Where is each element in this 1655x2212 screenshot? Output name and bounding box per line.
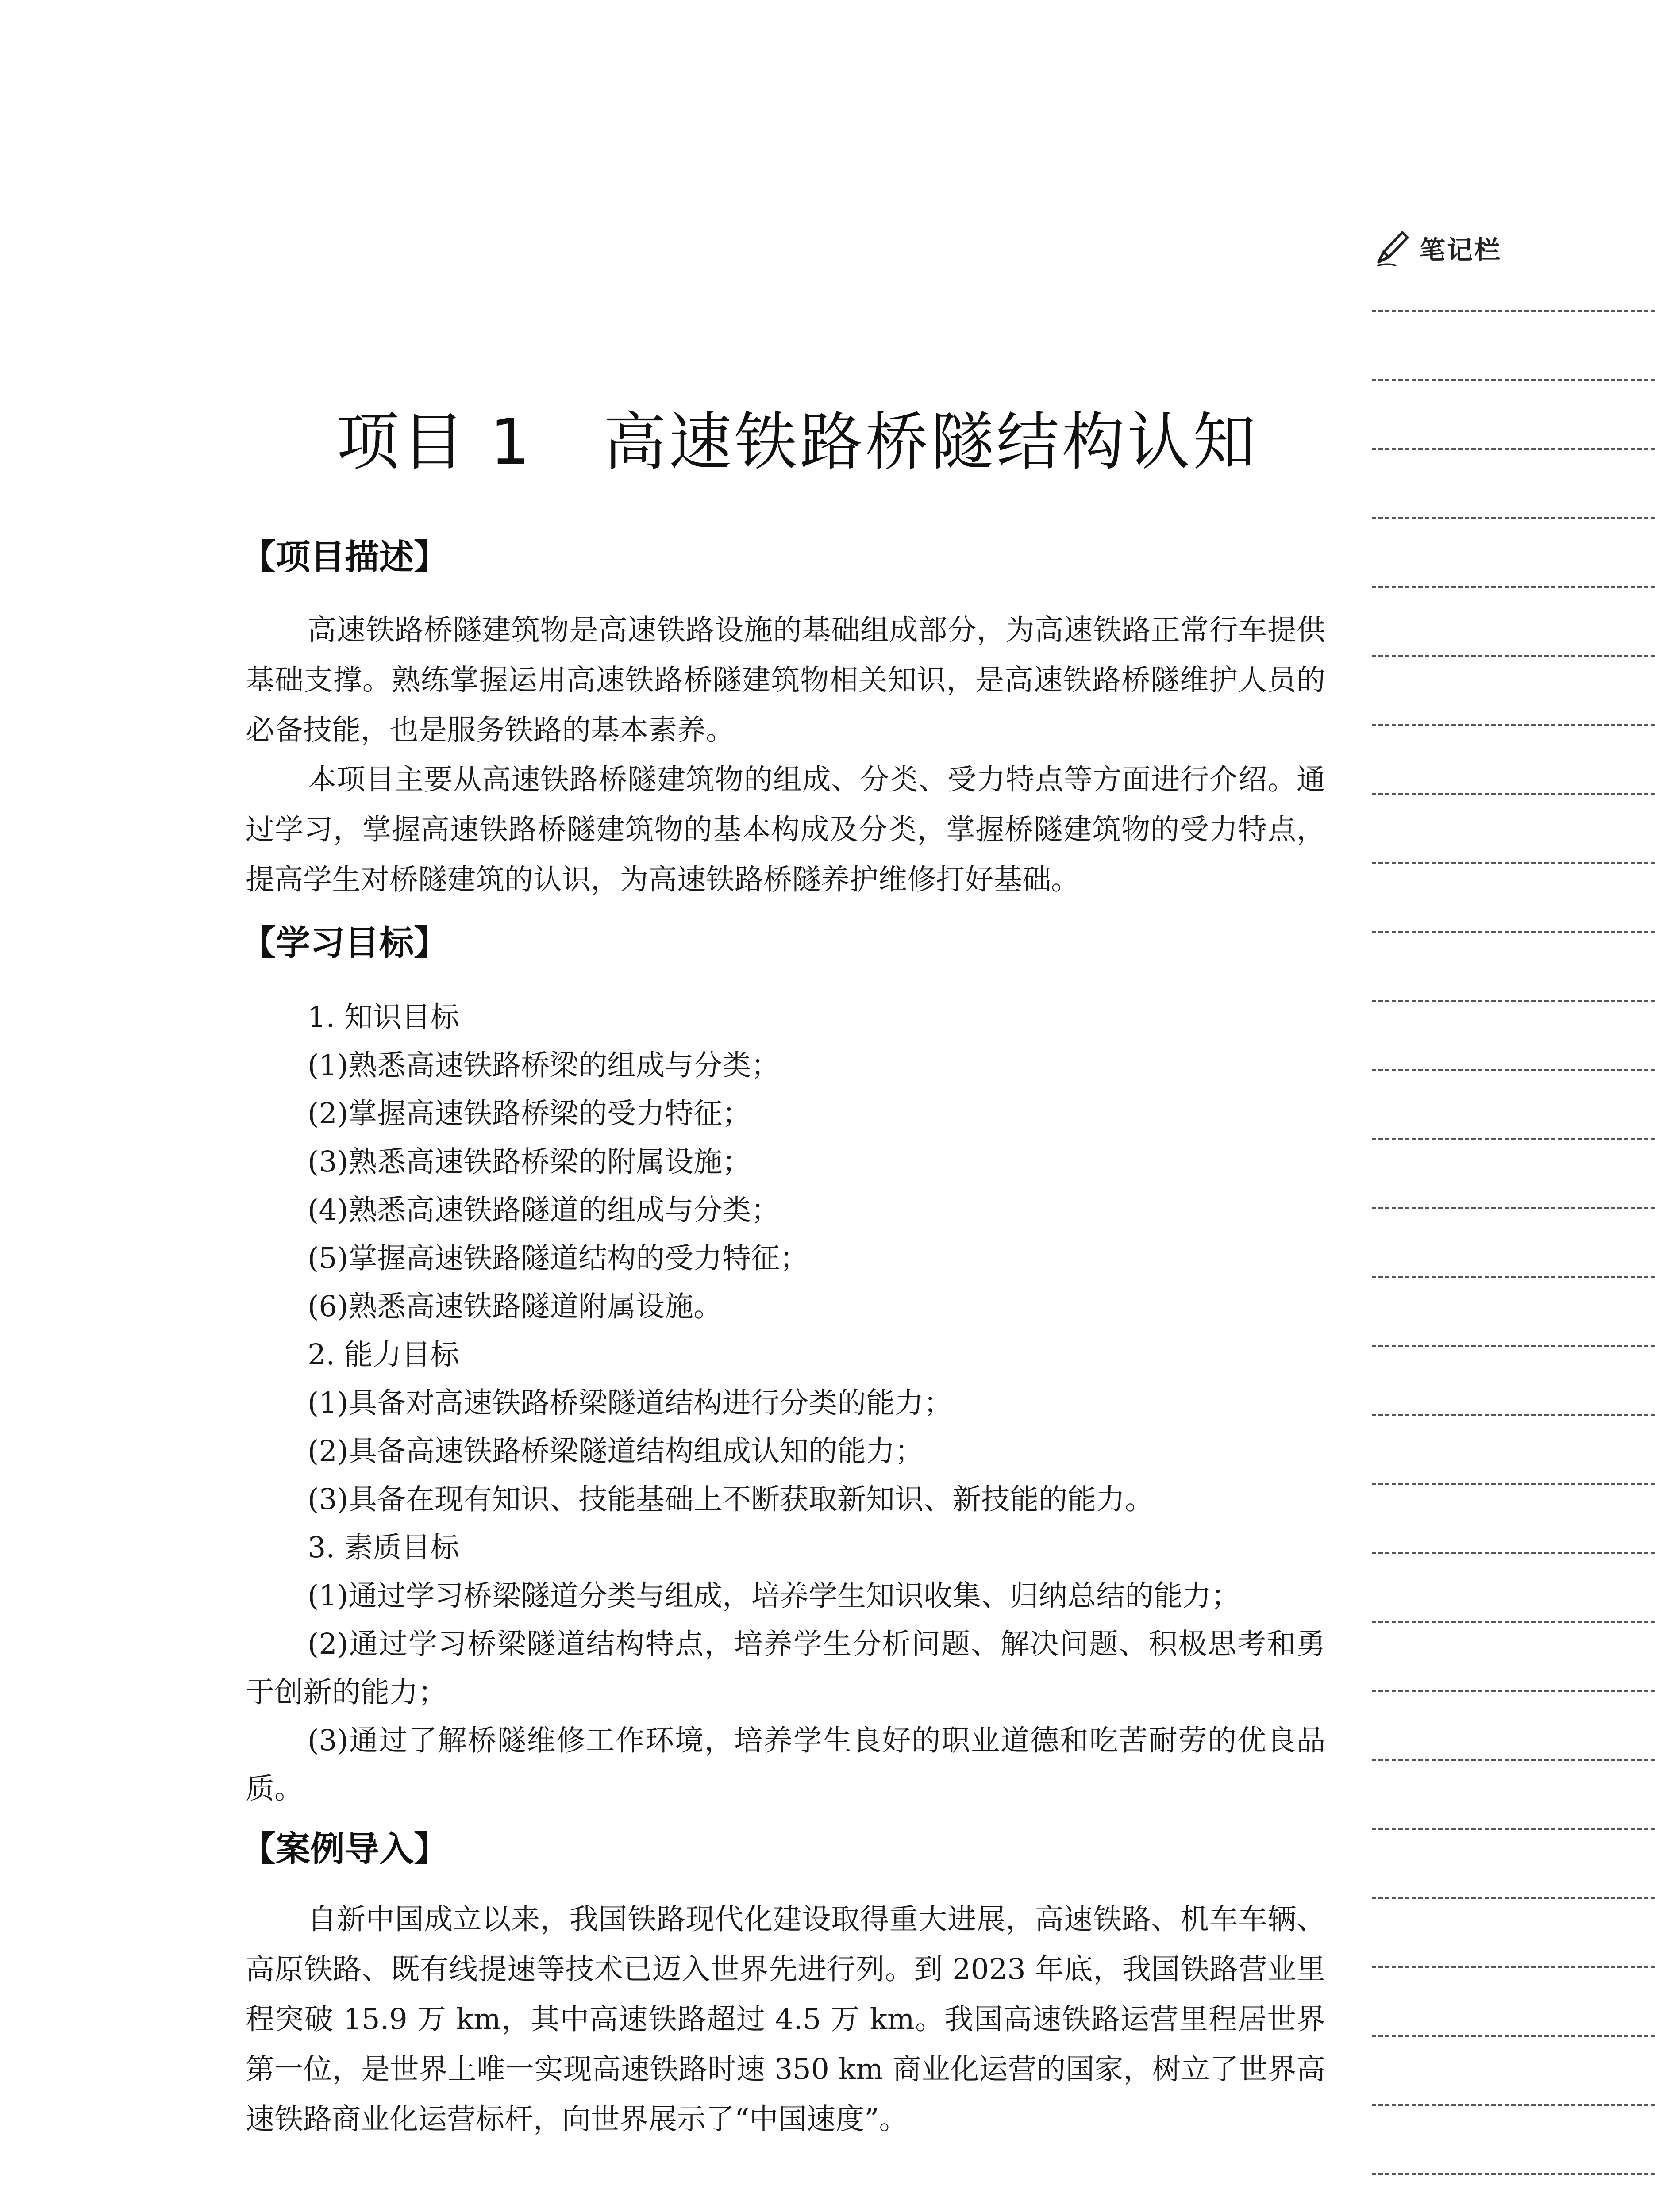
- objective-item: (2)掌握高速铁路桥梁的受力特征；: [308, 1097, 751, 1130]
- note-line: [1372, 655, 1655, 657]
- note-line: [1372, 1483, 1655, 1485]
- pen-icon: [1371, 227, 1413, 269]
- note-line: [1372, 1414, 1655, 1416]
- project-number: 项目 1: [336, 406, 533, 479]
- note-line: [1372, 1000, 1655, 1002]
- objective-group-title: 2. 能力目标: [308, 1338, 459, 1371]
- note-line: [1372, 448, 1655, 450]
- project-title: [336, 398, 1258, 487]
- note-line: [1372, 1828, 1655, 1830]
- section-heading-objectives: 【学习目标】: [241, 923, 449, 963]
- objective-item: (2)通过学习桥梁隧道结构特点，培养学生分析问题、解决问题、积极思考和勇于创新的能力；: [246, 1628, 1325, 1709]
- note-line: [1372, 2035, 1655, 2037]
- note-line: [1372, 379, 1655, 381]
- note-line: [1372, 2173, 1655, 2175]
- note-line: [1372, 2104, 1655, 2106]
- note-line: [1372, 1345, 1655, 1347]
- section-heading-description: 【项目描述】: [241, 538, 449, 577]
- objective-item: (3)熟悉高速铁路桥梁的附属设施；: [308, 1145, 751, 1179]
- note-line: [1372, 1690, 1655, 1692]
- description-paragraph-2: 本项目主要从高速铁路桥隧建筑物的组成、分类、受力特点等方面进行介绍。通过学习，掌握高速铁路桥隧建筑物的基本构成及分类，掌握桥隧建筑物的受力特点，提高学生对桥隧建筑的认识，为高速铁路桥隧养护维修打好基础。: [246, 763, 1325, 896]
- note-line: [1372, 586, 1655, 588]
- notes-title: 笔记栏: [1420, 235, 1502, 265]
- objective-item: (3)通过了解桥隧维修工作环境，培养学生良好的职业道德和吃苦耐劳的优良品质。: [246, 1724, 1325, 1805]
- note-line: [1372, 517, 1655, 519]
- objective-group-title: 3. 素质目标: [308, 1531, 459, 1564]
- note-line: [1372, 1966, 1655, 1968]
- objective-item: (4)熟悉高速铁路隧道的组成与分类；: [308, 1194, 780, 1227]
- objective-item: (5)掌握高速铁路隧道结构的受力特征；: [308, 1242, 809, 1275]
- note-line: [1372, 1207, 1655, 1209]
- note-line: [1372, 1069, 1655, 1071]
- case-paragraph-1: 自新中国成立以来，我国铁路现代化建设取得重大进展，高速铁路、机车车辆、高原铁路、既有线提速等技术已迈入世界先进行列。到 2023 年底，我国铁路营业里程突破 15.9 万 km，其中高速铁路超过 4.5 万 km。我国高速铁路运营里程居世界第一位，是世界上唯一实现高速铁路时速 350 km 商业化运营的国家，树立了世界高速铁路商业化运营标杆，向世界展示了“中国速度”。: [246, 1903, 1325, 2136]
- objective-item: (3)具备在现有知识、技能基础上不断获取新知识、新技能的能力。: [308, 1483, 1154, 1516]
- note-line: [1372, 862, 1655, 864]
- note-line: [1372, 1552, 1655, 1554]
- note-line: [1372, 1276, 1655, 1278]
- notes-header: [1371, 226, 1502, 270]
- note-line: [1372, 1138, 1655, 1140]
- section-heading-case: 【案例导入】: [241, 1829, 449, 1869]
- objective-group-title: 1. 知识目标: [308, 1001, 459, 1034]
- note-line: [1372, 310, 1655, 312]
- note-line: [1372, 1621, 1655, 1623]
- note-line: [1372, 1759, 1655, 1761]
- project-title-text: 高速铁路桥隧结构认知: [603, 406, 1259, 479]
- objective-item: (1)熟悉高速铁路桥梁的组成与分类；: [308, 1049, 780, 1082]
- note-line: [1372, 793, 1655, 795]
- note-line: [1372, 1897, 1655, 1899]
- objective-item: (6)熟悉高速铁路隧道附属设施。: [308, 1290, 723, 1323]
- description-paragraph-1: 高速铁路桥隧建筑物是高速铁路设施的基础组成部分，为高速铁路正常行车提供基础支撑。熟练掌握运用高速铁路桥隧建筑物相关知识，是高速铁路桥隧维护人员的必备技能，也是服务铁路的基本素养。: [246, 614, 1325, 747]
- note-line: [1372, 724, 1655, 726]
- objective-item: (2)具备高速铁路桥梁隧道结构组成认知的能力；: [308, 1435, 924, 1468]
- objective-item: (1)具备对高速铁路桥梁隧道结构进行分类的能力；: [308, 1386, 953, 1420]
- note-line: [1372, 931, 1655, 933]
- objectives-list: [246, 993, 1325, 1813]
- objective-item: (1)通过学习桥梁隧道分类与组成，培养学生知识收集、归纳总结的能力；: [308, 1579, 1240, 1613]
